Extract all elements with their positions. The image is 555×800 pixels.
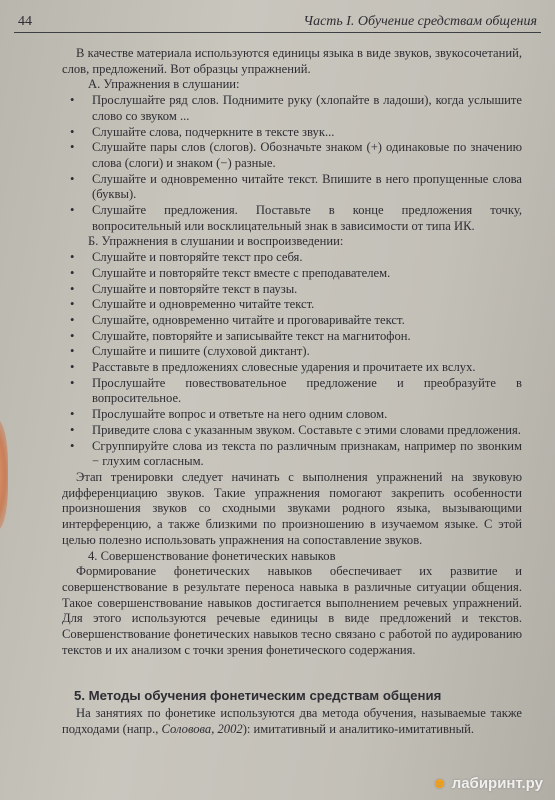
list-item: • Расставьте в предложениях словесные ударения и прочитаете их вслух. [62, 360, 522, 376]
intro-paragraph: В качестве материала используются единицы языка в виде звуков, звукосочетаний, слов, предложений. Вот образцы упражнений. [62, 46, 522, 76]
list-item: • Слушайте и повторяйте текст про себя. [62, 250, 522, 266]
group-b-list [62, 250, 522, 470]
list-item: • Слушайте и пишите (слуховой диктант). [62, 344, 522, 360]
group-b-label: Б. Упражнения в слушании и воспроизведении: [88, 234, 344, 249]
list-item: • Слушайте пары слов (слогов). Обозначьте знаком (+) одинаковые по значению слова (слоги) и знаком (−) разные. [62, 140, 522, 171]
list-item: • Прослушайте вопрос и ответьте на него одним словом. [62, 407, 522, 423]
finger-shadow [0, 420, 8, 530]
list-item: • Слушайте и повторяйте текст в паузы. [62, 282, 522, 298]
list-item: • Приведите слова с указанным звуком. Составьте с этими словами предложения. [62, 423, 522, 439]
page-header [14, 6, 541, 33]
watermark [432, 775, 543, 792]
improvement-paragraph: Формирование фонетических навыков обеспечивает их развитие и совершенствование в результате переноса навыка в различные ситуации общения. Такое совершенствование навыков достигается выполнением речевых упражнений. Для этого используются речевые единицы в виде предложений и текстов. Совершенствование фонетических навыков тесно связано с работой по аудированию текстов и их анализом с точки зрения фонетического содержания. [62, 564, 522, 657]
list-item: • Прослушайте ряд слов. Поднимите руку (хлопайте в ладоши), когда услышите слово со звуком ... [62, 93, 522, 124]
page-body [62, 46, 522, 738]
group-a-list [62, 93, 522, 234]
page-number: 44 [18, 14, 32, 29]
list-item: • Слушайте и одновременно читайте текст. [62, 297, 522, 313]
list-item: • Слушайте и повторяйте текст вместе с преподавателем. [62, 266, 522, 282]
subheading-4: 4. Совершенствование фонетических навыков [88, 548, 336, 563]
methods-citation: Соловова, 2002 [161, 721, 243, 736]
list-item: • Слушайте слова, подчеркните в тексте звук... [62, 125, 522, 141]
list-item: • Слушайте, одновременно читайте и проговаривайте текст. [62, 313, 522, 329]
labirint-logo-icon: ☻ [431, 775, 448, 792]
methods-text-end: ): имитативный и аналитико-имитативный. [242, 721, 474, 736]
section-5-title: 5. Методы обучения фонетическим средствам общения [74, 688, 442, 704]
group-a-label: А. Упражнения в слушании: [88, 77, 240, 92]
methods-paragraph [62, 706, 522, 737]
running-head: Часть I. Обучение средствам общения [303, 14, 537, 29]
list-item: • Слушайте предложения. Поставьте в конце предложения точку, вопросительный или восклицательный знак в зависимости от типа ИК. [62, 203, 522, 234]
methods-text-start: На занятиях по фонетике используются два метода обучения, называемые также подходами (напр., [62, 706, 522, 736]
list-item: • Сгруппируйте слова из текста по различным признакам, например по звонким − глухим согласным. [62, 439, 522, 470]
list-item: • Прослушайте повествовательное предложение и преобразуйте в вопросительное. [62, 376, 522, 407]
training-paragraph: Этап тренировки следует начинать с выполнения упражнений на звуковую дифференциацию звуков. Такие упражнения помогают закрепить особенности произношения звуков со сходными звуками родного языка, вызывающими интерференцию, а также близкими по произношению в изучаемом языке. С этой целью полезно использовать упражнения на сопоставление звуков. [62, 469, 522, 547]
list-item: • Слушайте и одновременно читайте текст. Впишите в него пропущенные слова (буквы). [62, 172, 522, 203]
list-item: • Слушайте, повторяйте и записывайте текст на магнитофон. [62, 329, 522, 345]
watermark-text: лабиринт.ру [451, 775, 543, 792]
